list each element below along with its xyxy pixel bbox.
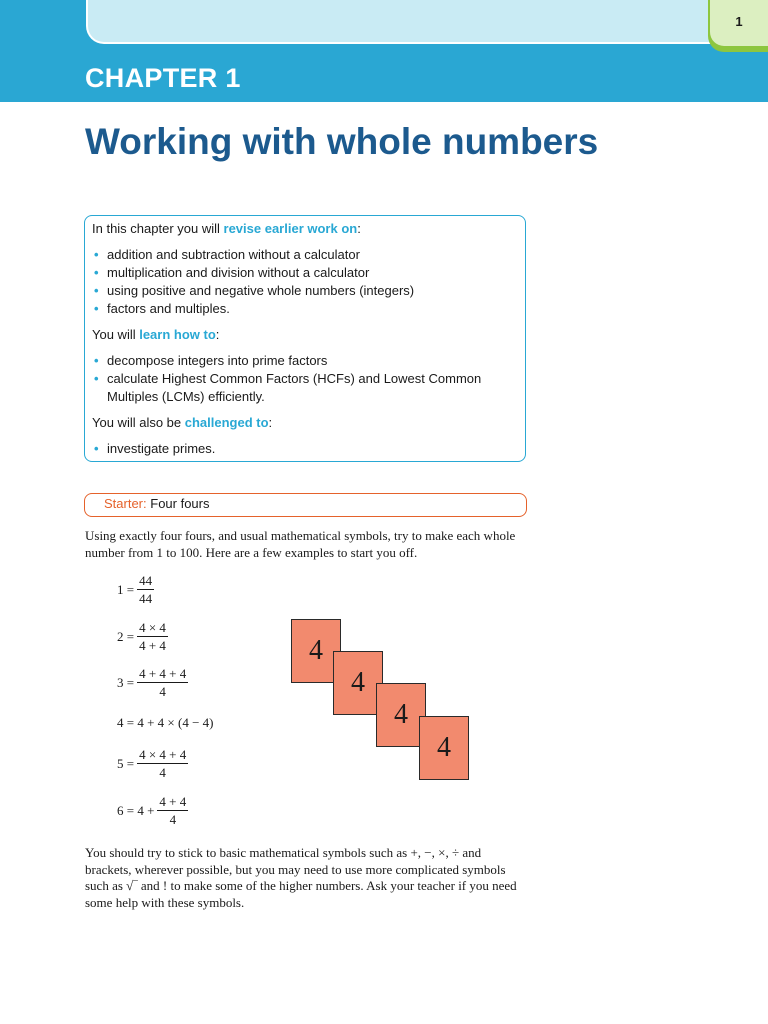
bullet-icon: •: [94, 247, 99, 262]
closing-paragraph: You should try to stick to basic mathematical symbols such as +, −, ×, ÷ and brackets, wherever possible, but you may need to use more complicated symbols such as √‾ and ! to make some of the higher numbers. Ask your teacher if you need some help with these symbols.: [85, 845, 517, 910]
starter-label: Starter:: [104, 496, 147, 511]
numerator: 44: [139, 573, 153, 588]
four-card: 4: [291, 619, 341, 683]
four-card: 4: [333, 651, 383, 715]
example-equation: [117, 747, 188, 780]
denominator: 44: [139, 591, 153, 606]
list-item: [92, 264, 517, 282]
bullet-icon: •: [94, 283, 99, 298]
learn-highlight: learn how to: [139, 327, 216, 342]
list-item: [92, 282, 517, 300]
revise-list: [92, 246, 517, 318]
list-item-text: using positive and negative whole numbers (integers): [107, 283, 415, 298]
chapter-banner: [0, 0, 768, 102]
learn-intro: [92, 326, 517, 344]
numerator: 4 × 4: [139, 620, 166, 635]
numerator: 4 × 4 + 4: [139, 747, 187, 762]
denominator: 4: [159, 684, 166, 699]
equation-lhs: 3 =: [117, 674, 135, 690]
intro-paragraph: Using exactly four fours, and usual mathematical symbols, try to make each whole number from 1 to 100. Here are a few examples to start you off.: [85, 528, 516, 560]
four-card: 4: [419, 716, 469, 780]
bullet-icon: •: [94, 301, 99, 316]
example-equation: [117, 794, 188, 827]
revise-highlight: revise earlier work on: [223, 221, 358, 236]
list-item: [92, 300, 517, 318]
denominator: 4: [159, 765, 166, 780]
numerator: 4 + 4: [159, 794, 187, 809]
example-equation: [117, 620, 168, 653]
list-item: [92, 246, 517, 264]
list-item-text: factors and multiples.: [107, 301, 230, 316]
denominator: 4: [169, 812, 177, 827]
list-item: [92, 352, 517, 370]
example-equation: [117, 573, 154, 606]
equation-lhs: 2 =: [117, 628, 135, 644]
list-item-text: decompose integers into prime factors: [107, 353, 328, 368]
fraction: [137, 747, 188, 780]
example-equation: [117, 715, 213, 731]
learn-list: [92, 352, 517, 406]
colon: :: [357, 221, 361, 236]
example-equation: [117, 666, 188, 699]
four-card: 4: [376, 683, 426, 747]
bullet-icon: •: [94, 371, 99, 386]
starter-box: [84, 493, 527, 517]
fraction: [137, 666, 188, 699]
starter-title: Four fours: [150, 496, 210, 511]
challenge-intro-text: You will also be: [92, 415, 185, 430]
equation-lhs: 4 = 4 + 4 × (4 − 4): [117, 715, 214, 730]
learn-intro-text: You will: [92, 327, 140, 342]
page-number: 1: [735, 14, 743, 29]
list-item: [92, 370, 517, 406]
fraction: [157, 794, 188, 827]
bullet-icon: •: [94, 353, 99, 368]
denominator: 4 + 4: [139, 638, 166, 653]
challenge-highlight: challenged to: [184, 415, 269, 430]
fraction: [137, 573, 154, 606]
list-item-text: multiplication and division without a calculator: [107, 265, 370, 280]
numerator: 4 + 4 + 4: [139, 666, 187, 681]
page-title: Working with whole numbers: [85, 121, 599, 162]
fraction: [137, 620, 168, 653]
bullet-icon: •: [94, 265, 99, 280]
chapter-label: CHAPTER 1: [85, 63, 241, 93]
equation-lhs: 6 = 4 +: [117, 802, 155, 818]
challenge-list: [92, 440, 517, 458]
list-item-text: investigate primes.: [107, 441, 216, 456]
challenge-intro: [92, 414, 517, 432]
bullet-icon: •: [94, 441, 99, 456]
equation-lhs: 5 =: [117, 755, 135, 771]
revise-intro-text: In this chapter you will: [92, 221, 224, 236]
colon: :: [215, 327, 220, 342]
list-item-text: addition and subtraction without a calculator: [107, 247, 360, 262]
revise-intro: [92, 220, 517, 238]
colon: :: [268, 415, 273, 430]
objectives-box: [84, 215, 526, 462]
banner-tab: [86, 0, 750, 44]
list-item: [92, 440, 517, 458]
equation-lhs: 1 =: [117, 581, 135, 597]
list-item-text: calculate Highest Common Factors (HCFs) and Lowest Common Multiples (LCMs) efficiently.: [107, 371, 482, 404]
